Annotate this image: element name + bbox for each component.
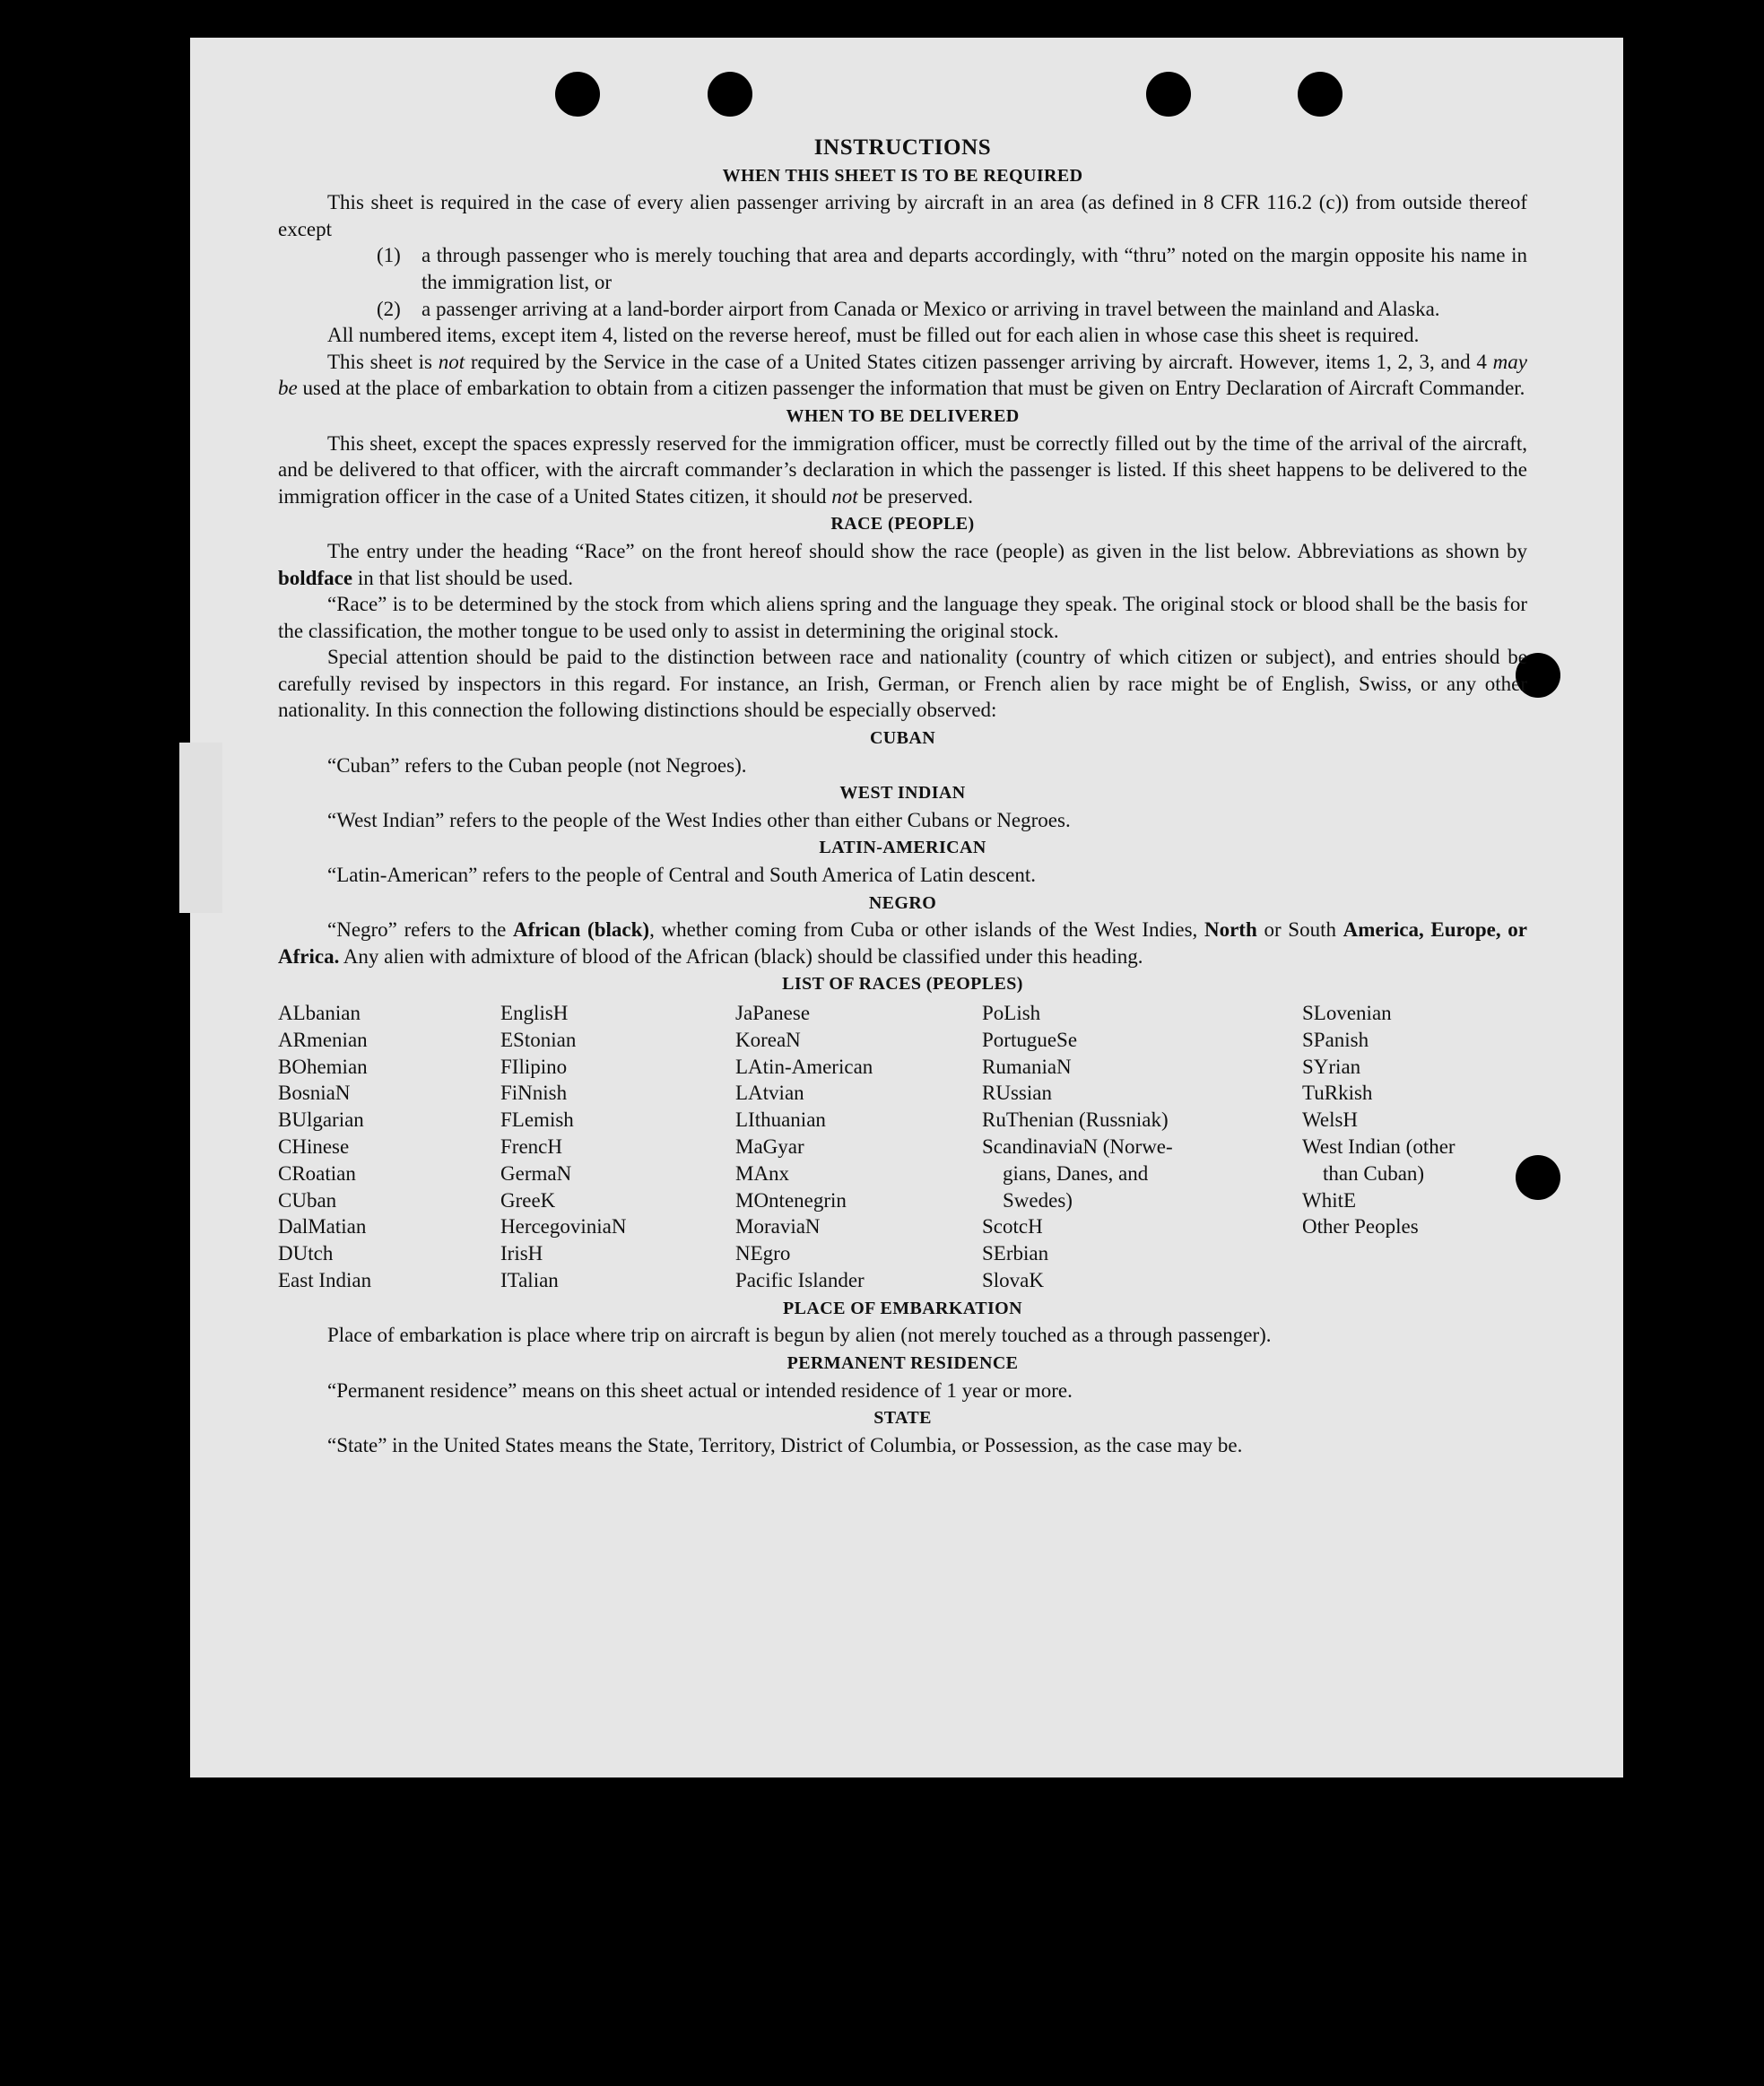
race-entry: ARmenian: [278, 1028, 368, 1051]
numbered-items-note: All numbered items, except item 4, listed on the reverse hereof, must be filled out for each alien in whose case this sheet is required.: [327, 324, 1420, 347]
race-entry: Other Peoples: [1302, 1215, 1419, 1239]
race-entry: than Cuban): [1302, 1161, 1425, 1185]
race-entry: GreeK: [500, 1188, 556, 1212]
race-entry: BOhemian: [278, 1055, 368, 1078]
race-entry: MAnx: [735, 1161, 790, 1185]
race-entry: BUlgarian: [278, 1108, 364, 1132]
exception-item: (2) a passenger arriving at a land-border airport from Canada or Mexico or arriving in travel between the mainland and Alaska.: [377, 297, 1440, 320]
race-entry: DalMatian: [278, 1215, 367, 1239]
race-entry: TuRkish: [1302, 1082, 1373, 1105]
heading-negro: NEGRO: [868, 892, 937, 913]
race-column: [735, 1000, 982, 1294]
race-entry: JaPanese: [735, 1002, 811, 1024]
race-entry: IrisH: [500, 1242, 543, 1265]
race-entry: PoLish: [982, 1002, 1041, 1024]
race-entry: PortugueSe: [982, 1028, 1078, 1051]
race-entry: gians, Danes, and: [982, 1161, 1149, 1185]
instructions-title: INSTRUCTIONS: [813, 135, 992, 160]
race-list: [278, 1000, 1527, 1294]
race-entry: GermaN: [500, 1161, 572, 1185]
race-entry: HercegoviniaN: [500, 1215, 627, 1239]
embarkation-text: Place of embarkation is place where trip on aircraft is begun by alien (not merely touched as a through passenger).: [327, 1324, 1272, 1347]
negro-text: “Negro” refers to the African (black), whether coming from Cuba or other islands of the West Indies, North or South America, Europe, or Africa. Any alien with admixture of blood of the African (black) should be classified under this heading.: [278, 918, 1527, 968]
race-paragraph: “Race” is to be determined by the stock from which aliens spring and the language they speak. The original stock or blood shall be the basis for the classification, the mother tongue to be used only to assist in determining the original stock.: [278, 593, 1527, 642]
race-entry: BosniaN: [278, 1082, 351, 1105]
required-intro: This sheet is required in the case of every alien passenger arriving by aircraft in an area (as defined in 8 CFR 116.2 (c)) from outside thereof except: [278, 191, 1527, 240]
race-entry: SPanish: [1302, 1028, 1369, 1051]
race-entry: CHinese: [278, 1134, 350, 1158]
race-entry: EStonian: [500, 1028, 577, 1051]
race-entry: FiNnish: [500, 1082, 568, 1105]
race-entry: CRoatian: [278, 1161, 356, 1185]
race-entry: ScandinaviaN (Norwe-: [982, 1134, 1173, 1158]
race-entry: NEgro: [735, 1242, 791, 1265]
race-entry: LIthuanian: [735, 1108, 826, 1132]
race-entry: RUssian: [982, 1082, 1052, 1105]
race-entry: KoreaN: [735, 1028, 801, 1051]
heading-state: STATE: [873, 1408, 932, 1429]
punch-hole: [1298, 72, 1343, 117]
race-entry: East Indian: [278, 1268, 372, 1291]
punch-hole: [708, 72, 752, 117]
race-entry: ALbanian: [278, 1002, 361, 1024]
residence-text: “Permanent residence” means on this sheet actual or intended residence of 1 year or more.: [327, 1378, 1073, 1402]
cuban-text: “Cuban” refers to the Cuban people (not Negroes).: [327, 753, 747, 777]
heading-west-indian: WEST INDIAN: [839, 783, 966, 804]
heading-race: RACE (PEOPLE): [830, 514, 975, 535]
citizen-note: This sheet is not required by the Service in the case of a United States citizen passenger arriving by aircraft. However, items 1, 2, 3, and 4 may be used at the place of embarkation to obtain from a citizen passenger the information that must be given on Entry Declaration of Aircraft Commander.: [278, 350, 1527, 400]
race-entry: WelsH: [1302, 1108, 1359, 1132]
heading-cuban: CUBAN: [869, 728, 936, 749]
race-paragraph: Special attention should be paid to the distinction between race and nationality (country of which citizen or subject), and entries should be carefully revised by inspectors in this regard. For instance, an Irish, German, or French alien by race might be of English, Swiss, or any other nationality. In this connection the following distinctions should be especially observed:: [278, 646, 1527, 722]
race-entry: MoraviaN: [735, 1215, 821, 1239]
race-entry: RumaniaN: [982, 1055, 1072, 1078]
race-column: [500, 1000, 735, 1294]
heading-when-required: WHEN THIS SHEET IS TO BE REQUIRED: [722, 165, 1083, 186]
race-entry: West Indian (other: [1302, 1134, 1456, 1158]
race-entry: RuThenian (Russniak): [982, 1108, 1169, 1132]
heading-when-delivered: WHEN TO BE DELIVERED: [786, 405, 1020, 426]
race-entry: SErbian: [982, 1242, 1049, 1265]
delivered-text: This sheet, except the spaces expressly reserved for the immigration officer, must be correctly filled out by the time of the arrival of the aircraft, and be delivered to that officer, with the aircraft commander’s declaration in which the passenger is listed. If this sheet happens to be delivered to the immigration officer in the case of a United States citizen, it should not be preserved.: [278, 431, 1527, 508]
race-column: [278, 1000, 500, 1294]
heading-list-of-races: LIST OF RACES (PEOPLES): [782, 974, 1023, 995]
latin-american-text: “Latin-American” refers to the people of Central and South America of Latin descent.: [327, 864, 1036, 887]
race-entry: LAtin-American: [735, 1055, 873, 1078]
race-entry: LAtvian: [735, 1082, 804, 1105]
instructions-body: [278, 133, 1527, 1458]
punch-hole: [1146, 72, 1191, 117]
state-text: “State” in the United States means the State, Territory, District of Columbia, or Possession, as the case may be.: [327, 1433, 1243, 1456]
race-column: [1302, 1000, 1527, 1294]
race-entry: FrencH: [500, 1134, 562, 1158]
heading-permanent-residence: PERMANENT RESIDENCE: [786, 1352, 1019, 1373]
race-entry: ScotcH: [982, 1215, 1043, 1239]
race-entry: SYrian: [1302, 1055, 1361, 1078]
race-entry: SLovenian: [1302, 1002, 1392, 1024]
punch-hole: [555, 72, 600, 117]
race-entry: Swedes): [982, 1188, 1073, 1212]
race-entry: ITalian: [500, 1268, 559, 1291]
west-indian-text: “West Indian” refers to the people of the West Indies other than either Cubans or Negroes.: [327, 808, 1071, 831]
race-entry: EnglisH: [500, 1002, 569, 1024]
race-entry: WhitE: [1302, 1188, 1357, 1212]
race-entry: CUban: [278, 1188, 337, 1212]
race-entry: DUtch: [278, 1242, 334, 1265]
heading-embarkation: PLACE OF EMBARKATION: [783, 1298, 1022, 1318]
race-entry: FIlipino: [500, 1055, 568, 1078]
heading-latin-american: LATIN-AMERICAN: [819, 838, 986, 858]
sheet-edge-tab: [179, 743, 222, 913]
race-entry: SlovaK: [982, 1268, 1044, 1291]
race-column: [982, 1000, 1302, 1294]
race-entry: Pacific Islander: [735, 1268, 865, 1291]
exception-item: (1) a through passenger who is merely touching that area and departs accordingly, with “thru” noted on the margin opposite his name in the immigration list, or: [377, 244, 1527, 293]
race-entry: FLemish: [500, 1108, 574, 1132]
race-entry: MaGyar: [735, 1134, 804, 1158]
race-paragraph: The entry under the heading “Race” on the front hereof should show the race (people) as given in the list below. Abbreviations as shown by boldface in that list should be used.: [278, 539, 1527, 589]
race-entry: MOntenegrin: [735, 1188, 847, 1212]
